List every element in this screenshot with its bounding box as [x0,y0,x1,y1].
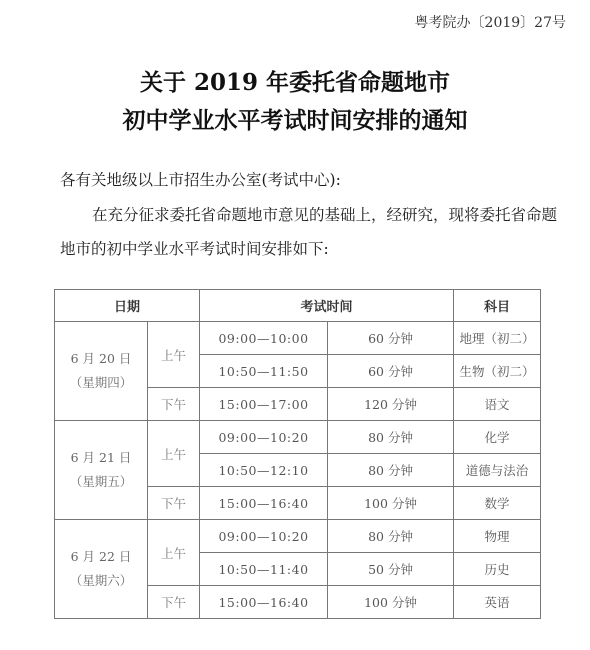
time-cell: 09:00—10:20 [200,520,328,553]
duration-cell: 50 分钟 [328,553,454,586]
date-cell [55,520,148,619]
subject-cell: 英语 [454,586,541,619]
duration-cell: 100 分钟 [328,586,454,619]
subject-cell: 化学 [454,421,541,454]
date-cell [55,322,148,421]
table-row [55,322,541,355]
subject-cell: 数学 [454,487,541,520]
time-cell: 10:50—11:50 [200,355,328,388]
duration-cell: 80 分钟 [328,520,454,553]
period-cell: 下午 [148,388,200,421]
salutation: 各有关地级以上市招生办公室(考试中心): [60,171,341,189]
period-cell: 下午 [148,586,200,619]
document-title-line-1: 关于 2019 年委托省命题地市 [139,69,451,96]
time-cell: 09:00—10:20 [200,421,328,454]
duration-cell: 120 分钟 [328,388,454,421]
duration-cell: 100 分钟 [328,487,454,520]
duration-cell: 80 分钟 [328,421,454,454]
period-cell: 上午 [148,520,200,586]
duration-cell: 60 分钟 [328,355,454,388]
date-label: 6 月 22 日 [70,549,132,564]
period-cell: 下午 [148,487,200,520]
table-row [55,520,541,553]
time-cell: 15:00—16:40 [200,487,328,520]
duration-cell: 80 分钟 [328,454,454,487]
subject-cell: 语文 [454,388,541,421]
subject-cell: 道德与法治 [454,454,541,487]
exam-schedule-table [54,289,541,619]
subject-cell: 物理 [454,520,541,553]
weekday-label: （星期五） [69,474,133,489]
period-cell: 上午 [148,322,200,388]
weekday-label: （星期六） [69,573,133,588]
subject-cell: 生物（初二） [454,355,541,388]
document-title-line-2: 初中学业水平考试时间安排的通知 [122,107,468,134]
time-cell: 09:00—10:00 [200,322,328,355]
weekday-label: （星期四） [69,375,133,390]
document-number: 粤考院办〔2019〕27号 [414,15,566,31]
table-header-row [55,290,541,322]
header-exam-time: 考试时间 [200,290,454,322]
date-label: 6 月 21 日 [70,450,132,465]
header-subject: 科目 [454,290,541,322]
period-cell: 上午 [148,421,200,487]
table-row [55,421,541,454]
date-cell [55,421,148,520]
subject-cell: 地理（初二） [454,322,541,355]
header-date: 日期 [55,290,200,322]
date-label: 6 月 20 日 [70,351,132,366]
subject-cell: 历史 [454,553,541,586]
time-cell: 15:00—16:40 [200,586,328,619]
intro-paragraph: 在充分征求委托省命题地市意见的基础上，经研究，现将委托省命题地市的初中学业水平考试时间安排如下: [60,206,558,258]
time-cell: 10:50—12:10 [200,454,328,487]
time-cell: 15:00—17:00 [200,388,328,421]
duration-cell: 60 分钟 [328,322,454,355]
time-cell: 10:50—11:40 [200,553,328,586]
